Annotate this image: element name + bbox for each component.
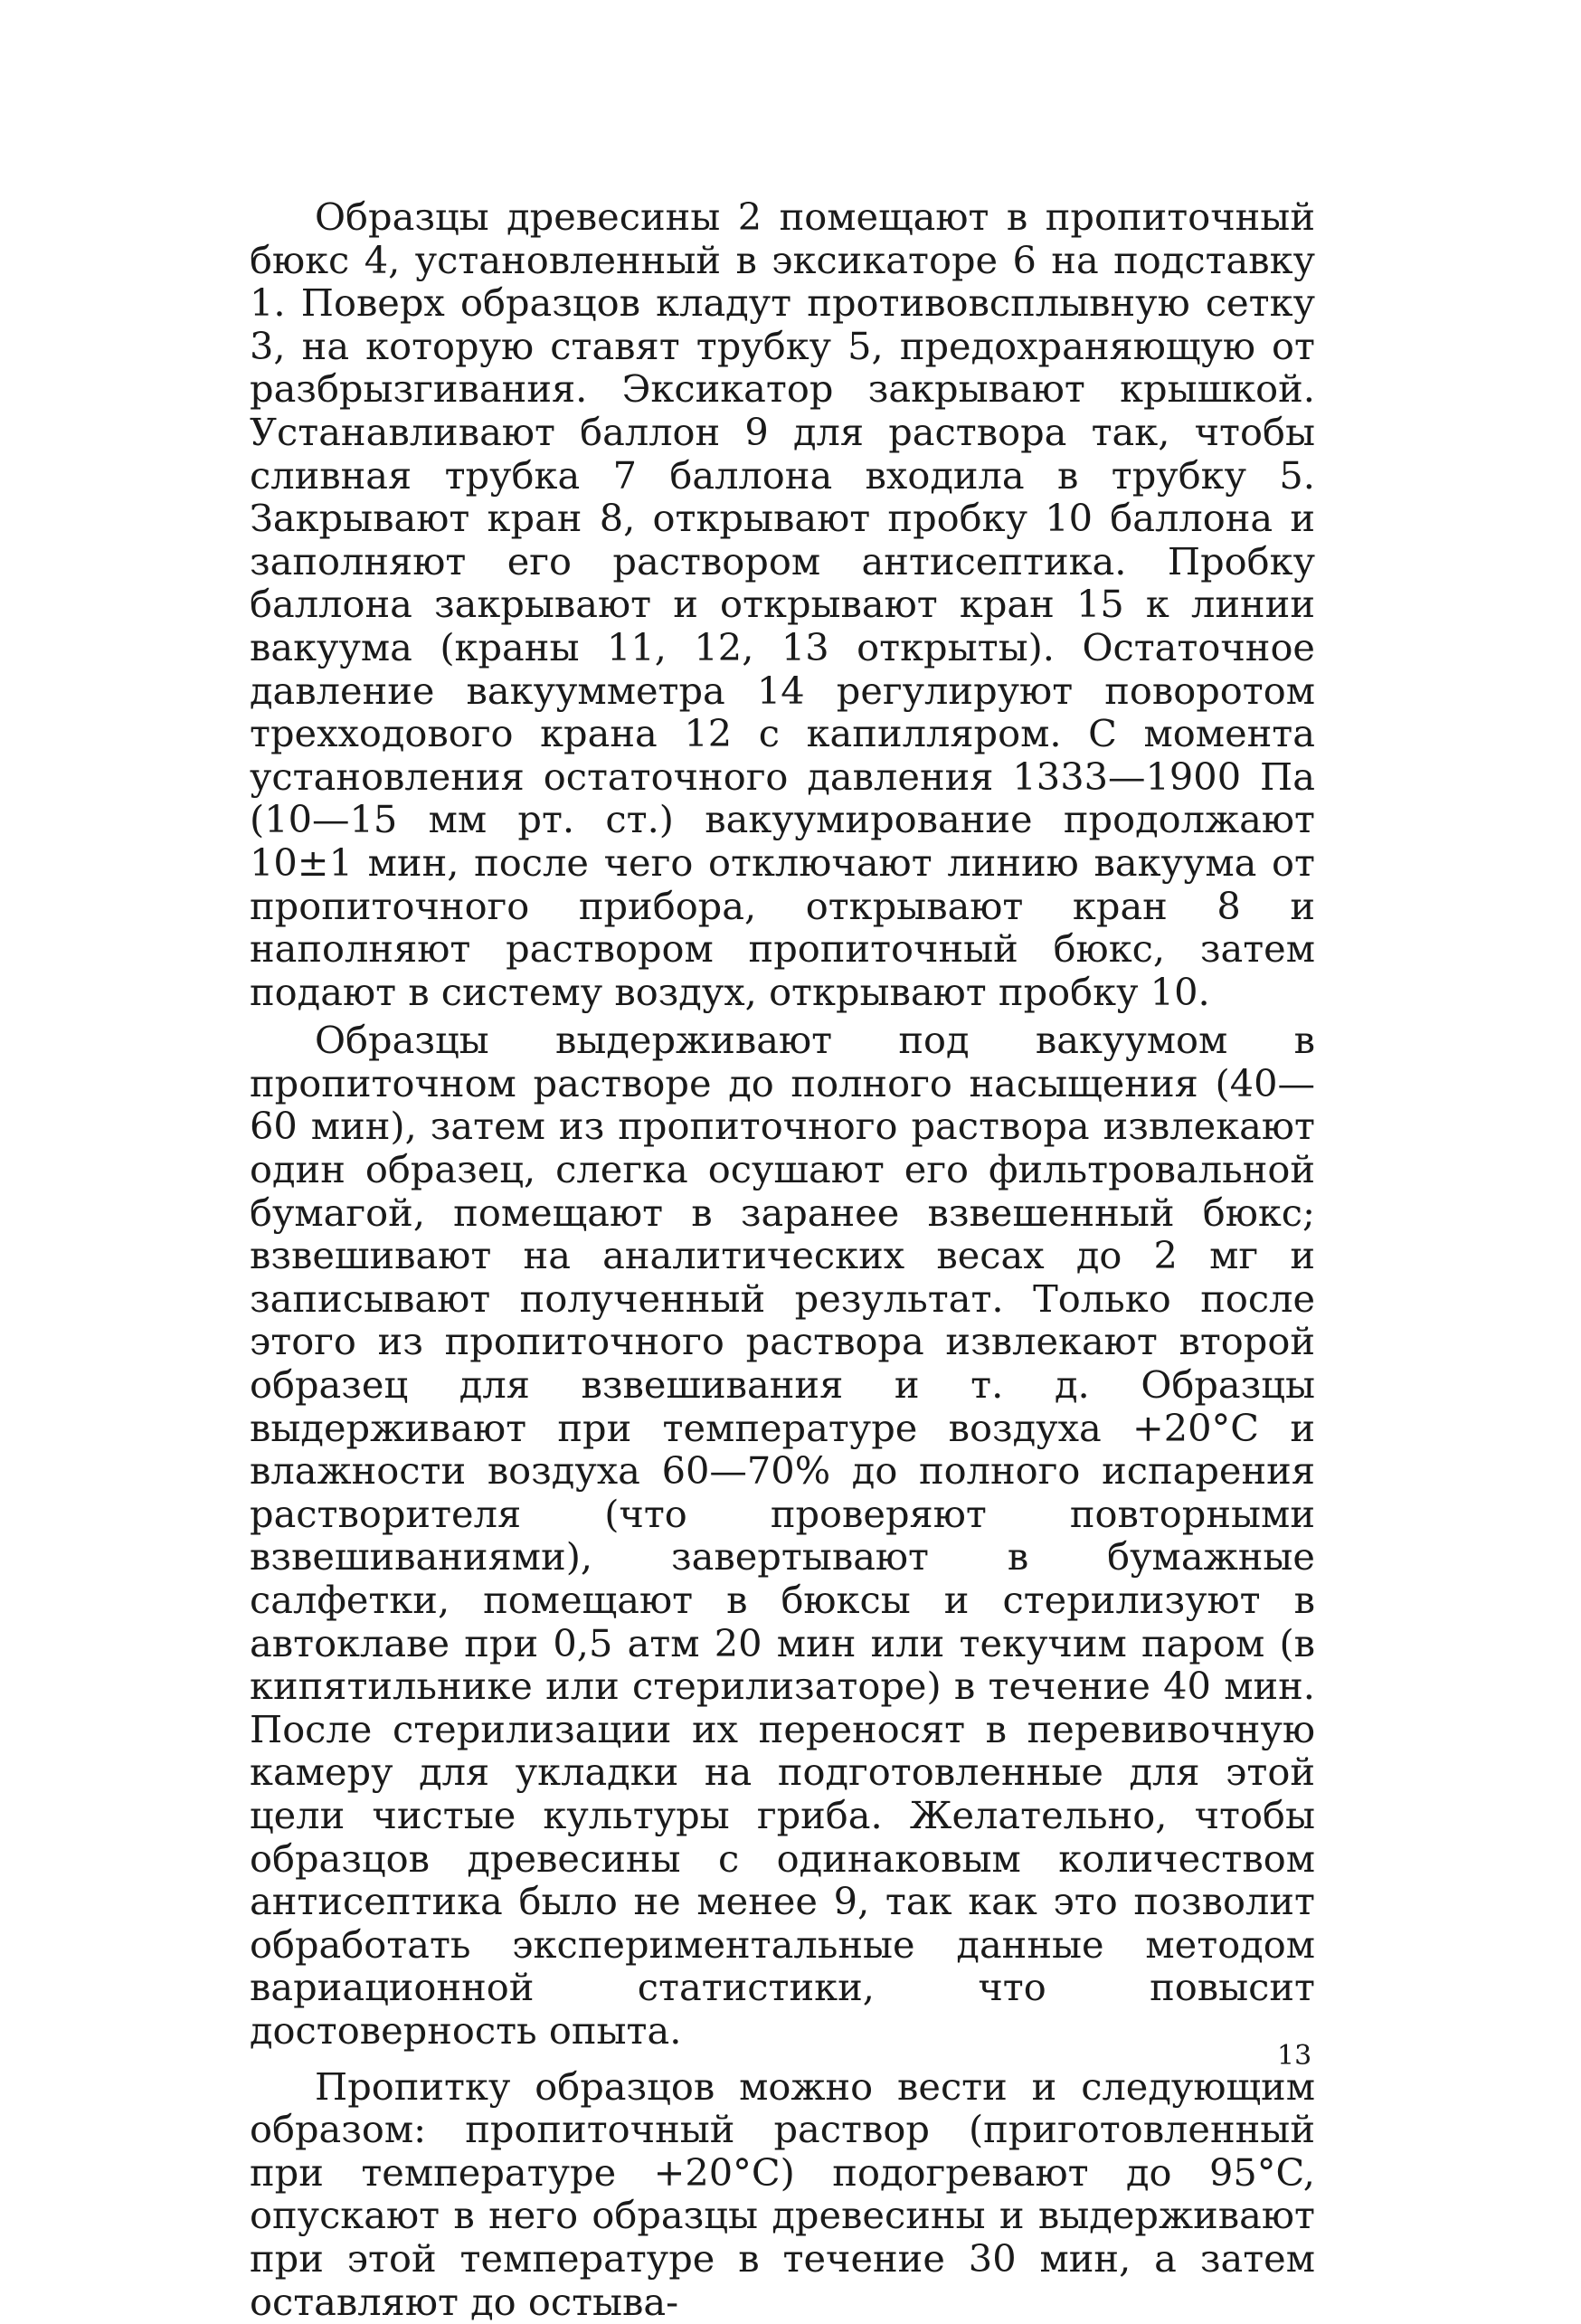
- paragraph-impregnation-procedure: Образцы древесины 2 помещают в пропиточный бюкс 4, установленный в эксикаторе 6 на подставку 1. Поверх образцов кладут противовсплывную сетку 3, на которую ставят трубку 5, предохраняющую от разбрызгивания. Эксикатор закрывают крышкой. Устанавливают баллон 9 для раствора так, чтобы сливная трубка 7 баллона входила в трубку 5. Закрывают кран 8, открывают пробку 10 баллона и заполняют его раствором антисептика. Пробку баллона закрывают и открывают кран 15 к линии вакуума (краны 11, 12, 13 открыты). Остаточное давление вакуумметра 14 регулируют поворотом трехходового крана 12 с капилляром. С момента установления остаточного давления 1333—1900 Па (10—15 мм рт. ст.) вакуумирование продолжают 10±1 мин, после чего отключают линию вакуума от пропиточного прибора, открывают кран 8 и наполняют раствором пропиточный бюкс, затем подают в систему воздух, открывают пробку 10.: [250, 194, 1315, 1014]
- paragraph-sample-holding: Образцы выдерживают под вакуумом в пропиточном растворе до полного насыщения (40—60 мин), затем из пропиточного раствора извлекают один образец, слегка осушают его фильтровальной бумагой, помещают в заранее взвешенный бюкс; взвешивают на аналитических весах до 2 мг и записывают полученный результат. Только после этого из пропиточного раствора извлекают второй образец для взвешивания и т. д. Образцы выдерживают при температуре воздуха +20°C и влажности воздуха 60—70% до полного испарения растворителя (что проверяют повторными взвешиваниями), завертывают в бумажные салфетки, помещают в бюксы и стерилизуют в автоклаве при 0,5 атм 20 мин или текучим паром (в кипятильнике или стерилизаторе) в течение 40 мин. После стерилизации их переносят в перевивочную камеру для укладки на подготовленные для этой цели чистые культуры гриба. Желательно, чтобы образцов древесины с одинаковым количеством антисептика было не менее 9, так как это позволит обработать экспериментальные данные методом вариационной статистики, что повысит достоверность опыта.: [250, 1018, 1315, 2053]
- paragraph-alternative-method: Пропитку образцов можно вести и следующим образом: пропиточный раствор (приготовленный при температуре +20°C) подогревают до 95°C, опускают в него образцы древесины и выдерживают при этой температуре в течение 30 мин, а затем оставляют до остыва-: [250, 2063, 1315, 2324]
- body-text: [250, 195, 1315, 2323]
- page-number: 13: [1277, 2040, 1312, 2072]
